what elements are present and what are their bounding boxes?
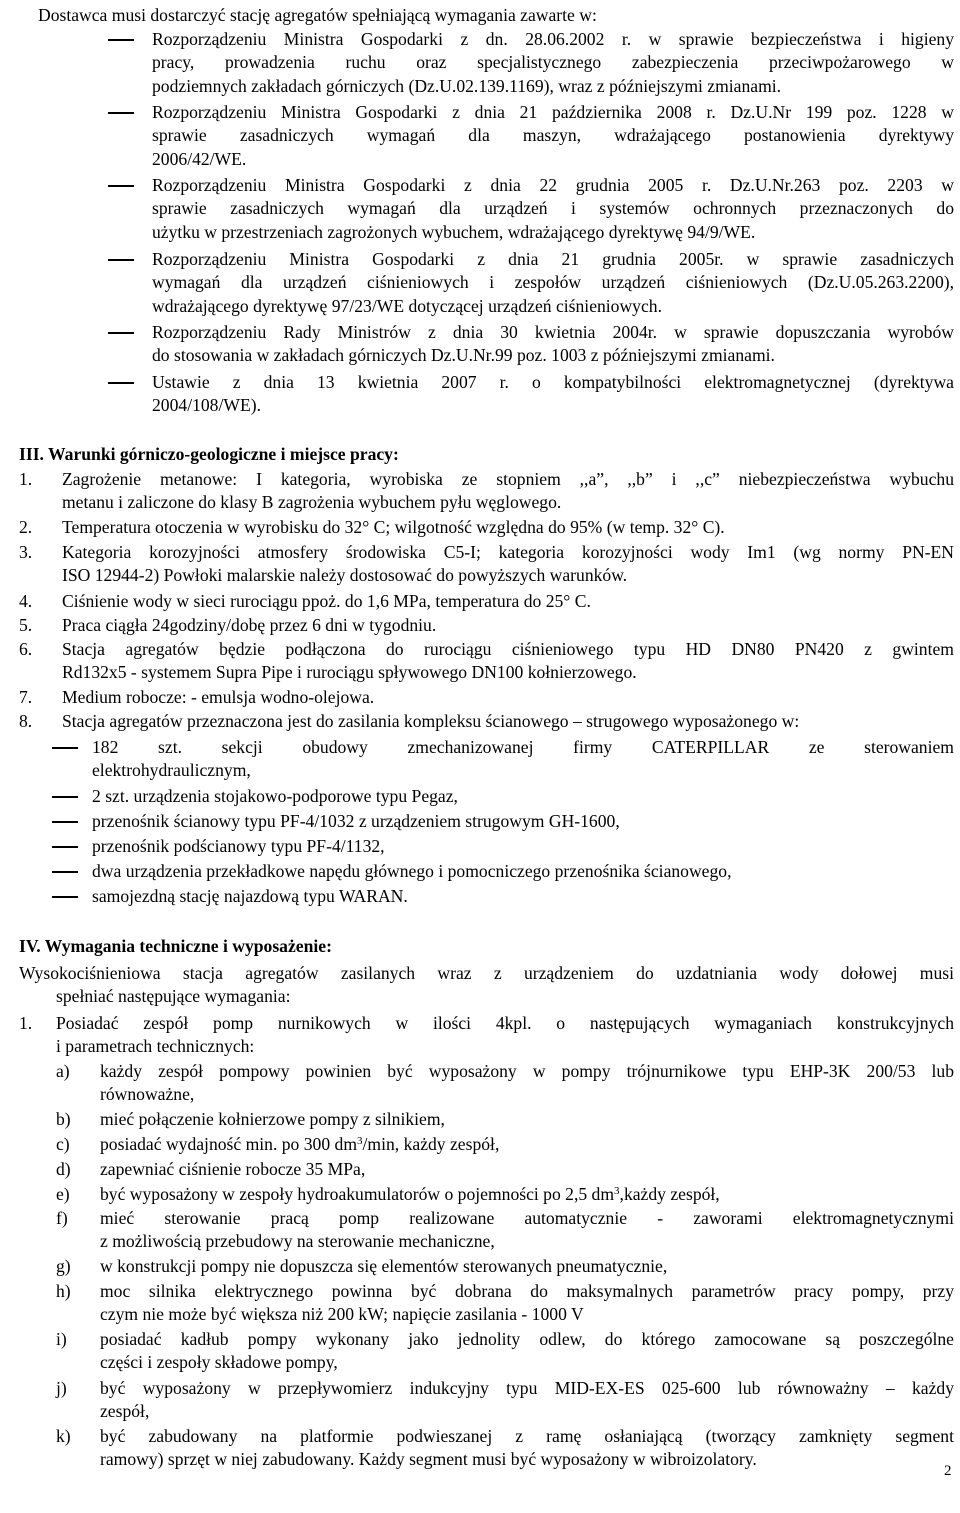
item-number: 4.	[19, 591, 33, 611]
condition-line: Praca ciągła 24godziny/dobę przez 6 dni w tygodniu.	[62, 615, 437, 635]
intro-text: Dostawca musi dostarczyć stację agregatów spełniającą wymagania zawarte w:	[38, 5, 597, 25]
subitem-line: posiadać kadłub pompy wykonany jako jednolity odlew, do którego zamocowane są poszczególne	[100, 1329, 954, 1349]
requirement-subitem	[100, 1280, 954, 1327]
condition-line: metanu i zaliczone do klasy B zagrożenia wybuchem pyłu węglowego.	[62, 492, 562, 513]
regulation-line: sprawie zasadniczych wymagań dla urządzeń i systemów ochronnych przeznaczonych do	[152, 198, 954, 219]
equipment-line: przenośnik podścianowy typu PF-4/1132,	[92, 836, 385, 856]
requirement-subitem	[100, 1328, 954, 1375]
regulation-line: 2006/42/WE.	[152, 148, 247, 169]
equipment-item	[92, 860, 954, 883]
condition-line: Temperatura otoczenia w wyrobisku do 32° C; wilgotność względna do 95% (w temp. 32° C).	[62, 517, 725, 537]
condition-item	[62, 468, 954, 515]
regulation-line: podziemnych zakładach górniczych (Dz.U.02.139.1169), wraz z późniejszymi zmianami.	[152, 75, 782, 96]
regulation-line: wymagań dla urządzeń ciśnieniowych i zespołów urządzeń ciśnieniowych (Dz.U.05.263.2200),	[152, 272, 954, 293]
item-number: 1.	[19, 469, 33, 489]
condition-item	[62, 541, 954, 588]
item-number: 6.	[19, 639, 33, 659]
condition-line: Ciśnienie wody w sieci rurociągu ppoż. do 1,6 MPa, temperatura do 25° C.	[62, 591, 591, 611]
subitem-text: być wyposażony w zespoły hydroakumulatorów o pojemności po 2,5 dm	[100, 1184, 615, 1204]
list-dash-icon	[52, 871, 78, 873]
subitem-line: mieć połączenie kołnierzowe pompy z silnikiem,	[100, 1109, 445, 1129]
requirement-number: 1.	[19, 1013, 33, 1033]
regulation-line: 2004/108/WE).	[152, 395, 261, 416]
equipment-line: elektrohydraulicznym,	[92, 760, 251, 781]
list-dash-icon	[52, 796, 78, 798]
list-dash-icon	[52, 896, 78, 898]
condition-line: Zagrożenie metanowe: I kategoria, wyrobiska ze stopniem ,,a”, ,,b” i ,,c” niebezpieczeństwa wybuchu	[62, 469, 954, 489]
requirement-subitem	[100, 1255, 954, 1278]
subitem-line: zespół,	[100, 1401, 150, 1422]
section-3-heading: III. Warunki górniczo-geologiczne i miejsce pracy:	[19, 444, 399, 464]
subitem-line: moc silnika elektrycznego powinna być dobrana do maksymalnych parametrów pracy pompy, przy	[100, 1281, 954, 1301]
regulation-item	[152, 248, 954, 318]
condition-item	[62, 686, 954, 709]
list-dash-icon	[108, 259, 134, 261]
requirement-subitem	[100, 1108, 954, 1131]
equipment-item	[92, 736, 954, 783]
list-dash-icon	[108, 112, 134, 114]
item-number: 3.	[19, 542, 33, 562]
regulation-line: użytku w przestrzeniach zagrożonych wybuchem, wdrażającego dyrektywę 94/9/WE.	[152, 221, 756, 242]
condition-line: Kategoria korozyjności atmosfery środowiska C5-I; kategoria korozyjności wody Im1 (wg normy PN-EN	[62, 542, 954, 562]
requirement-subitem	[100, 1425, 954, 1472]
item-number: 2.	[19, 517, 33, 537]
subitem-label: a)	[56, 1061, 70, 1081]
subitem-label: h)	[56, 1281, 71, 1301]
equipment-line: samojezdną stację najazdową typu WARAN.	[92, 886, 408, 906]
condition-item	[62, 614, 954, 637]
equipment-item	[92, 835, 954, 858]
superscript-exponent: 3	[614, 1185, 620, 1197]
subitem-label: e)	[56, 1184, 70, 1204]
equipment-line: 182 szt. sekcji obudowy zmechanizowanej firmy CATERPILLAR ze sterowaniem	[92, 737, 954, 757]
regulation-line: sprawie zasadniczych wymagań dla maszyn, wdrażającego postanowienia dyrektywy	[152, 125, 954, 146]
equipment-line: dwa urządzenia przekładkowe napędu głównego i pomocniczego przenośnika ścianowego,	[92, 861, 732, 881]
subitem-line: równoważne,	[100, 1084, 195, 1105]
subitem-line	[100, 1183, 954, 1206]
condition-item	[62, 516, 954, 539]
requirement-subitem	[100, 1377, 954, 1424]
item-number: 5.	[19, 615, 33, 635]
subitem-line: z możliwością przebudowy na sterowanie mechaniczne,	[100, 1231, 495, 1252]
list-dash-icon	[52, 747, 78, 749]
regulation-line: do stosowania w zakładach górniczych Dz.U.Nr.99 poz. 1003 z późniejszymi zmianami.	[152, 345, 775, 366]
subitem-line: być zabudowany na platformie podwieszanej z ramę osłaniającą (tworzący zamknięty segment	[100, 1426, 954, 1446]
regulation-line: pracy, prowadzenia ruchu oraz specjalistycznego zabezpieczenia przeciwpożarowego w	[152, 52, 954, 73]
equipment-item	[92, 810, 954, 833]
regulation-item	[152, 28, 954, 98]
requirement-subitem	[100, 1133, 954, 1156]
list-dash-icon	[108, 39, 134, 41]
subitem-label: j)	[56, 1378, 67, 1398]
condition-item	[62, 710, 954, 733]
subitem-label: f)	[56, 1208, 68, 1228]
condition-line: Stacja agregatów przeznaczona jest do zasilania kompleksu ścianowego – strugowego wyposażonego w:	[62, 711, 800, 731]
subitem-line: zapewniać ciśnienie robocze 35 MPa,	[100, 1159, 366, 1179]
superscript-exponent: 3	[357, 1135, 363, 1147]
subitem-line: części i zespoły składowe pompy,	[100, 1352, 338, 1373]
subitem-text: /min, każdy zespół,	[362, 1134, 500, 1154]
section-4-heading: IV. Wymagania techniczne i wyposażenie:	[19, 936, 332, 956]
condition-item	[62, 638, 954, 685]
regulation-line: Rozporządzeniu Ministra Gospodarki z dnia 21 października 2008 r. Dz.U.Nr 199 poz. 1228 w	[152, 102, 954, 122]
condition-line: Rd132x5 - systemem Supra Pipe i rurociągu spływowego DN100 kołnierzowego.	[62, 662, 637, 683]
regulation-line: Rozporządzeniu Rady Ministrów z dnia 30 kwietnia 2004r. w sprawie dopuszczania wyrobów	[152, 322, 954, 342]
condition-item	[62, 590, 954, 613]
condition-line: Medium robocze: - emulsja wodno-olejowa.	[62, 687, 375, 707]
subitem-text: posiadać wydajność min. po 300 dm	[100, 1134, 358, 1154]
section-4-intro	[19, 962, 954, 1009]
requirement-1	[56, 1012, 954, 1059]
list-dash-icon	[108, 382, 134, 384]
requirement-line: Posiadać zespół pomp nurnikowych w ilości 4kpl. o następujących wymaganiach konstrukcyjnych	[56, 1013, 954, 1033]
requirement-subitem	[100, 1183, 954, 1206]
subitem-line: każdy zespół pompowy powinien być wyposażony w pompy trójnurnikowe typu EHP-3K 200/53 lub	[100, 1061, 954, 1081]
requirement-subitem	[100, 1207, 954, 1254]
list-dash-icon	[108, 185, 134, 187]
regulation-item	[152, 371, 954, 418]
equipment-item	[92, 885, 954, 908]
regulation-item	[152, 101, 954, 171]
subitem-line: mieć sterowanie pracą pomp realizowane automatycznie - zaworami elektromagnetycznymi	[100, 1208, 954, 1228]
subitem-text: ,każdy zespół,	[619, 1184, 720, 1204]
regulation-item	[152, 321, 954, 368]
equipment-line: 2 szt. urządzenia stojakowo-podporowe typu Pegaz,	[92, 786, 458, 806]
condition-line: Stacja agregatów będzie podłączona do rurociągu ciśnieniowego typu HD DN80 PN420 z gwintem	[62, 639, 954, 659]
equipment-item	[92, 785, 954, 808]
subitem-line: w konstrukcji pompy nie dopuszcza się elementów sterowanych pneumatycznie,	[100, 1256, 668, 1276]
subitem-label: c)	[56, 1134, 70, 1154]
subitem-line: czym nie może być większa niż 200 kW; napięcie zasilania - 1000 V	[100, 1304, 584, 1325]
list-dash-icon	[108, 332, 134, 334]
regulation-line: Rozporządzeniu Ministra Gospodarki z dnia 21 grudnia 2005r. w sprawie zasadniczych	[152, 249, 954, 269]
subitem-label: k)	[56, 1426, 71, 1446]
list-dash-icon	[52, 821, 78, 823]
requirement-subitem	[100, 1060, 954, 1107]
subitem-line: być wyposażony w przepływomierz indukcyjny typu MID-EX-ES 025-600 lub równoważny – każdy	[100, 1378, 954, 1398]
equipment-line: przenośnik ścianowy typu PF-4/1032 z urządzeniem strugowym GH-1600,	[92, 811, 620, 831]
subitem-line: ramowy) sprzęt w niej zabudowany. Każdy segment musi być wyposażony w wibroizolatory.	[100, 1449, 757, 1470]
section-4-intro-line: spełniać następujące wymagania:	[56, 986, 291, 1007]
requirement-subitem	[100, 1158, 954, 1181]
regulation-line: Ustawie z dnia 13 kwietnia 2007 r. o kompatybilności elektromagnetycznej (dyrektywa	[152, 372, 954, 392]
requirement-line: i parametrach technicznych:	[56, 1036, 255, 1057]
page-number: 2	[944, 1463, 952, 1479]
subitem-label: g)	[56, 1256, 71, 1276]
regulation-item	[152, 174, 954, 244]
subitem-label: i)	[56, 1329, 67, 1349]
condition-line: ISO 12944-2) Powłoki malarskie należy dostosować do powyższych warunków.	[62, 565, 628, 586]
list-dash-icon	[52, 846, 78, 848]
item-number: 7.	[19, 687, 33, 707]
subitem-label: d)	[56, 1159, 71, 1179]
regulation-line: Rozporządzeniu Ministra Gospodarki z dnia 22 grudnia 2005 r. Dz.U.Nr.263 poz. 2203 w	[152, 175, 954, 195]
section-4-intro-line: Wysokociśnieniowa stacja agregatów zasilanych wraz z urządzeniem do uzdatniania wody dołowej musi	[19, 963, 954, 983]
regulation-line: Rozporządzeniu Ministra Gospodarki z dn. 28.06.2002 r. w sprawie bezpieczeństwa i higieny	[152, 29, 954, 49]
regulation-line: wdrażającego dyrektywę 97/23/WE dotyczącej urządzeń ciśnieniowych.	[152, 295, 662, 316]
subitem-label: b)	[56, 1109, 71, 1129]
subitem-line	[100, 1133, 954, 1156]
item-number: 8.	[19, 711, 33, 731]
